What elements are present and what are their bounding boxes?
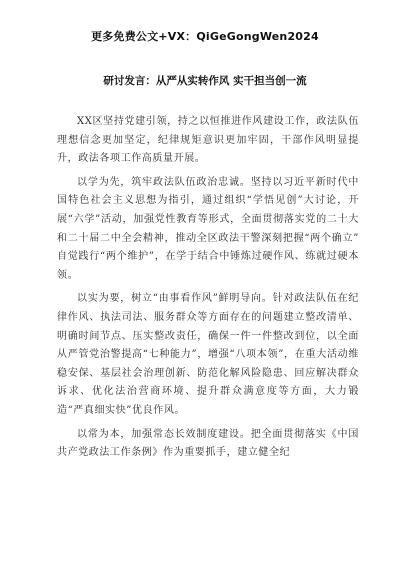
paragraph-regular: 以常为本，加强常态长效制度建设。把全面贯彻落实《中国共产党政法工作条例》作为重要抓手，建立健全纪: [57, 428, 359, 459]
promo-banner: 更多免费公文+VX：QiGeGongWen2024: [91, 30, 319, 43]
paragraph-study: 以学为先，筑牢政法队伍政治忠诚。坚持以习近平新时代中国特色社会主义思想为指引，通过组织“学悟见创”大讨论，开展“六学”活动，加强党性教育等形式，全面贯彻落实党的二十大和二十届二中全会精神，推动全区政法干警深刻把握“两个确立” 自觉践行“两个维护”，在学于结合中锤炼过硬作风、练就过硬本领。: [57, 176, 359, 281]
document-title: 研讨发言：从严从实转作风 实干担当创一流: [103, 75, 307, 87]
paragraph-practice: 以实为要，树立“由事看作风”鲜明导向。针对政法队伍在纪律作风、执法司法、服务群众等方面存在的问题建立整改清单、明确时间节点、压实整改责任，确保一件一件整改到位，以全面从严管党治警提高“七种能力”，增强“八项本领”，在重大活动维稳安保、基层社会治理创新、防范化解风险隐患、回应解决群众诉求、优化法治营商环境、提升群众满意度等方面，大力锻造“严真细实快”优良作风。: [57, 293, 359, 416]
document-body: [57, 113, 359, 468]
paragraph-intro: XX区坚持党建引领，持之以恒推进作风建设工作，政法队伍理想信念更加坚定，纪律规矩意识更加牢固，干部作风明显提升，政法各项工作高质量开展。: [57, 116, 359, 165]
